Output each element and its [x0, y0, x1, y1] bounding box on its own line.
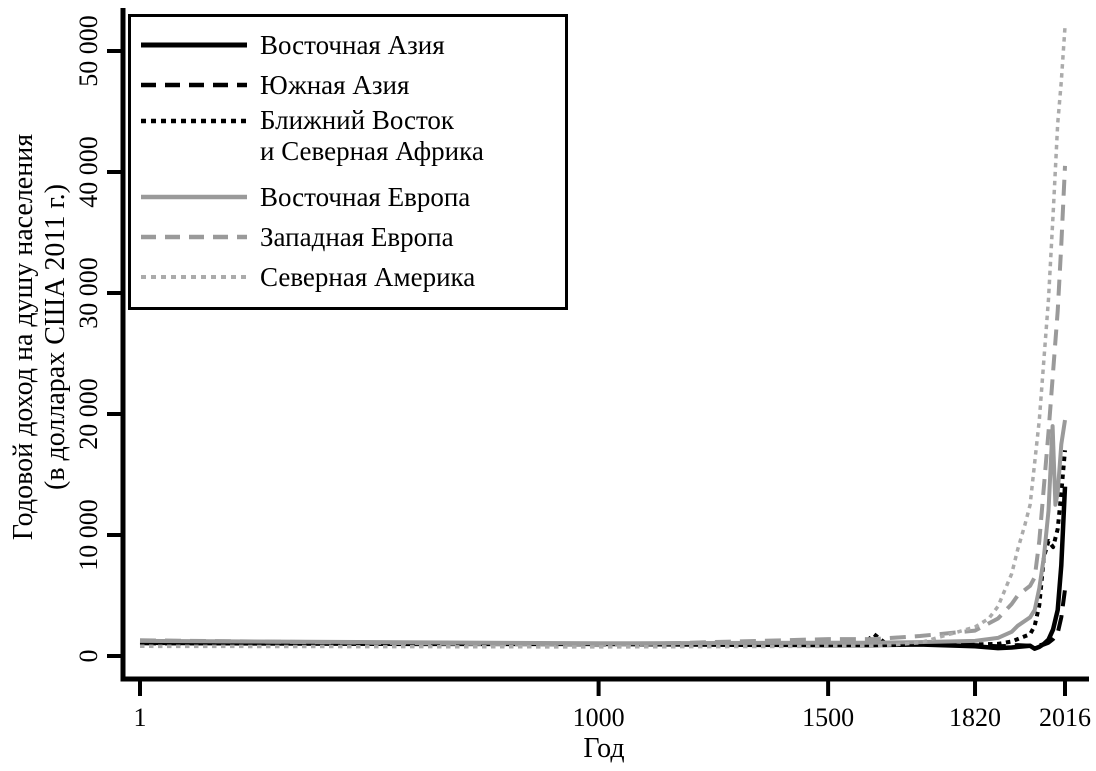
y-tick-label-50000: 50 000: [74, 15, 103, 87]
x-tick-label-1000: 1000: [572, 703, 625, 732]
legend-label-western-europe: Западная Европа: [260, 221, 454, 252]
series-line-eastern-europe: [140, 420, 1065, 643]
x-axis-title: Год: [583, 733, 625, 764]
legend: [128, 14, 568, 310]
series-line-middle-east-north-africa: [140, 450, 1065, 645]
legend-label-eastern-europe: Восточная Европа: [260, 181, 471, 212]
y-tick-label-20000: 20 000: [74, 378, 103, 450]
y-tick-label-10000: 10 000: [74, 499, 103, 571]
legend-line-sample-east-asia: [141, 42, 247, 48]
legend-line-sample-western-europe: [141, 234, 247, 240]
x-tick-label-1500: 1500: [802, 703, 855, 732]
legend-item-western-europe: [141, 217, 565, 257]
legend-label-north-america: Северная Америка: [260, 261, 476, 292]
legend-line-sample-eastern-europe: [141, 194, 247, 200]
legend-line-sample-north-america: [141, 274, 247, 280]
series-line-east-asia: [140, 487, 1065, 649]
legend-label-south-asia: Южная Азия: [260, 69, 410, 100]
legend-item-north-america: [141, 257, 565, 297]
legend-line-sample-south-asia: [141, 82, 247, 88]
legend-item-eastern-europe: [141, 177, 565, 217]
y-axis-title-line2: (в долларах США 2011 г.): [40, 184, 71, 490]
legend-item-middle-east-north-africa: [141, 105, 565, 177]
x-tick-label-2016: 2016: [1039, 703, 1091, 732]
legend-label-east-asia: Восточная Азия: [260, 29, 445, 60]
legend-item-south-asia: [141, 65, 565, 105]
y-axis-title-line1: Годовой доход на душу населения: [8, 133, 39, 541]
legend-label-middle-east-north-africa: Ближний Восток и Северная Африка: [260, 105, 484, 166]
series-line-south-asia: [140, 590, 1065, 647]
x-tick-label-1: 1: [133, 703, 147, 732]
y-tick-label-40000: 40 000: [74, 136, 103, 208]
legend-item-east-asia: [141, 25, 565, 65]
y-tick-label-30000: 30 000: [74, 257, 103, 329]
y-tick-label-0: 0: [74, 649, 103, 663]
legend-line-sample-middle-east-north-africa: [141, 118, 247, 124]
x-tick-label-1820: 1820: [949, 703, 1002, 732]
